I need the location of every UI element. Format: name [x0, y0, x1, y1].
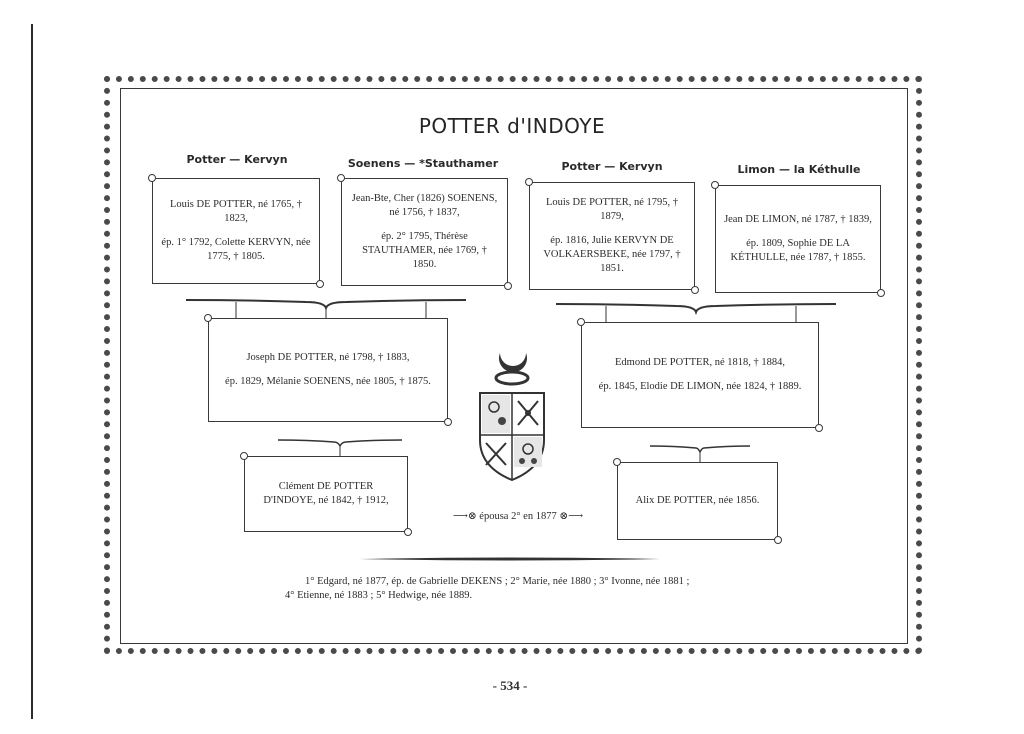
marriage-connector-label: épousa 2° en 1877 — [479, 511, 557, 522]
divider-rule — [360, 549, 660, 555]
person-birth-text: Jean-Bte, Cher (1826) SOENENS, né 1756, † 1837, — [351, 193, 498, 218]
column-header-potter-kervyn: Potter — Kervyn — [186, 153, 288, 166]
column-header-soenens-stauthamer: Soenens — *Stauthamer — [347, 157, 499, 170]
person-box-louis-potter-1765 — [152, 178, 320, 284]
page-title: POTTER d'INDOYE — [418, 114, 606, 138]
person-box-clement-potter — [244, 456, 408, 532]
marriage-text: ép. 1845, Elodie DE LIMON, née 1824, † 1889. — [598, 381, 802, 392]
person-box-edmond-potter — [581, 322, 819, 428]
person-birth-text: Louis DE POTTER, né 1765, † 1823, — [169, 199, 303, 224]
column-header-limon-kethulle: Limon — la Kéthulle — [737, 163, 861, 176]
person-birth-text: Jean DE LIMON, né 1787, † 1839, — [724, 214, 872, 225]
coat-of-arms-icon — [470, 345, 554, 485]
marriage-connector — [438, 510, 598, 522]
column-header-potter-kervyn-2: Potter — Kervyn — [561, 160, 663, 173]
person-box-jean-limon — [715, 185, 881, 293]
lineage-brace-left — [186, 296, 466, 306]
children-line-2: 4° Etienne, né 1883 ; 5° Hedwige, née 1889. — [285, 590, 473, 601]
person-birth-text: Edmond DE POTTER, né 1818, † 1884, — [614, 357, 786, 368]
person-box-louis-potter-1795 — [529, 182, 695, 290]
arrow-ornament-icon: ⟶⊗ — [452, 511, 477, 522]
person-box-alix-potter — [617, 462, 778, 540]
person-birth-text: Joseph DE POTTER, né 1798, † 1883, — [246, 352, 410, 363]
arrow-ornament-icon: ⊗⟶ — [559, 511, 584, 522]
marriage-text: ép. 2° 1795, Thérèse STAUTHAMER, née 1769, † 1850. — [362, 231, 487, 270]
person-birth-text: Louis DE POTTER, né 1795, † 1879, — [545, 197, 679, 222]
person-birth-text: Clément DE POTTER D'INDOYE, né 1842, † 1912, — [263, 481, 389, 506]
person-birth-text: Alix DE POTTER, née 1856. — [635, 495, 760, 506]
page-number: - 534 - — [492, 678, 528, 693]
marriage-text: ép. 1° 1792, Colette KERVYN, née 1775, † 1805. — [161, 237, 311, 262]
person-box-soenens — [341, 178, 508, 286]
marriage-text: ép. 1809, Sophie DE LA KÉTHULLE, née 1787, † 1855. — [730, 238, 866, 263]
children-list — [270, 575, 760, 603]
children-line-1: 1° Edgard, né 1877, ép. de Gabrielle DEKENS ; 2° Marie, née 1880 ; 3° Ivonne, née 1881 ; — [305, 576, 690, 587]
lineage-brace-right — [556, 300, 836, 310]
lineage-brace-clement — [278, 436, 402, 446]
marriage-text: ép. 1829, Mélanie SOENENS, née 1805, † 1875. — [225, 376, 431, 387]
marriage-text: ép. 1816, Julie KERVYN DE VOLKAERSBEKE, née 1797, † 1851. — [543, 235, 681, 274]
lineage-brace-alix — [650, 442, 750, 452]
person-box-joseph-potter — [208, 318, 448, 422]
